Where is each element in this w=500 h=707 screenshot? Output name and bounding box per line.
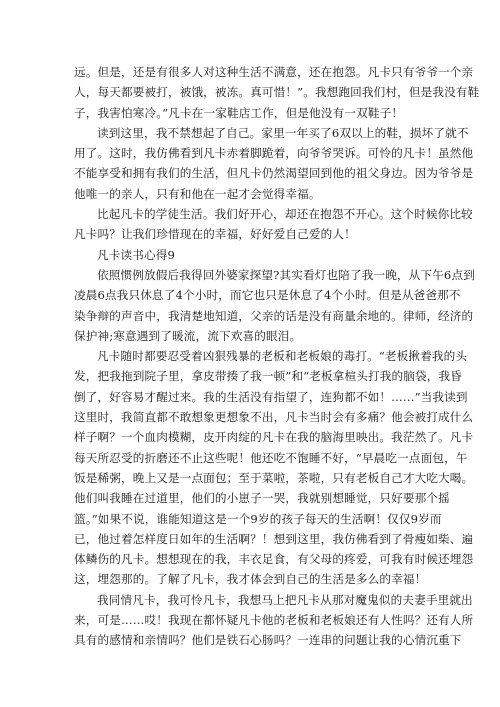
text-line: 子，我害怕寒冷。”凡卡在一家鞋店工作，但是他没有一双鞋子！ xyxy=(74,105,404,120)
text-line: 保护神;寒意遇到了暖流，流下欢喜的眼泪。 xyxy=(74,328,302,343)
text-line: 这，埋怨那的。了解了凡卡，我才体会到自己的生活是多么的幸福！ xyxy=(74,572,427,587)
text-line: 凡卡随时都要忍受着凶狠残暴的老板和老板娘的毒打。“老板揪着我的头 xyxy=(97,349,468,364)
text-line: 体鳞伤的凡卡。想想现在的我，丰衣足食，有父母的疼爱，可我有时候还埋怨 xyxy=(74,552,474,567)
text-line: 不能享受和拥有我们的生活，但凡卡仍然渴望回到他的祖父身边。因为爷爷是 xyxy=(74,166,474,181)
text-line: 这里时，我简直都不敢想象更想象不出，凡卡当时会有多痛？他会被打成什么 xyxy=(74,410,474,425)
text-line: 远。但是，还是有很多人对这种生活不满意，还在抱怨。凡卡只有爷爷一个亲 xyxy=(74,65,474,79)
text-line: 篮。”如果不说，谁能知道这是一个9岁的孩子每天的生活啊！仅仅9岁而 xyxy=(74,511,442,526)
text-line: 依照惯例放假后我得回外婆家探望?其实看灯也陪了我一晚，从下午6点到 xyxy=(97,267,475,282)
text-line: 样子啊？一个血肉模糊，皮开肉绽的凡卡在我的脑海里映出。我茫然了。凡卡 xyxy=(74,430,474,445)
text-line: 人，每天都要被打，被饿，被冻。真可惜！”。我想跑回我们村，但是我没有鞋 xyxy=(74,85,480,100)
text-line: 我同情凡卡，我可怜凡卡，我想马上把凡卡从那对魔鬼似的夫妻手里就出 xyxy=(97,592,473,607)
text-line: 比起凡卡的学徒生活。我们好开心，却还在抱怨不开心。这个时候你比较 xyxy=(97,207,473,222)
text-line: 每天所忍受的折磨还不止这些呢！他还吃不饱睡不好，“早晨吃一点面包，午 xyxy=(74,450,468,465)
text-line: 凌晨6点我只休息了4个小时，而它也只是休息了4个小时。但是从爸爸那不 xyxy=(74,288,461,303)
text-line: 染争辩的声音中，我清楚地知道，父亲的话是没有商量余地的。律师，经济的 xyxy=(74,308,474,323)
text-line: 用了。这时，我仿佛看到凡卡赤着脚跪着，向爷爷哭诉。可怜的凡卡！虽然他 xyxy=(74,146,474,161)
document-page xyxy=(74,62,480,651)
text-line: 凡卡吗？让我们珍惜现在的幸福，好好爱自己爱的人！ xyxy=(74,227,356,242)
text-line: 来，可是……哎！我现在都怀疑凡卡他的老板和老板娘还有人性吗？还有人所 xyxy=(74,613,474,628)
text-line: 他唯一的亲人，只有和他在一起才会觉得幸福。 xyxy=(74,186,321,201)
text-line: 具有的感情和亲情吗？他们是铁石心肠吗？一连串的问题让我的心情沉重下 xyxy=(74,633,462,648)
text-line: 倒了，好容易才醒过来。我的生活没有指望了，连狗都不如！……”当我读到 xyxy=(74,389,468,404)
text-line: 已，他过着怎样度日如年的生活啊？！想到这里，我仿佛看到了骨瘦如柴、遍 xyxy=(74,531,474,546)
text-line: 读到这里，我不禁想起了自己。家里一年买了6双以上的鞋，损坏了就不 xyxy=(97,125,469,140)
text-line: 饭是稀粥，晚上又是一点面包；至于菜啦，茶啦，只有老板自己才大吃大喝。 xyxy=(74,470,474,485)
section-heading: 凡卡读书心得9 xyxy=(97,247,175,262)
text-line: 他们叫我睡在过道里，他们的小崽子一哭，我就别想睡觉，只好要那个摇 xyxy=(74,491,450,506)
text-line: 发，把我拖到院子里，拿皮带揍了我一顿”和“老板拿楦头打我的脑袋，我昏 xyxy=(74,369,462,384)
